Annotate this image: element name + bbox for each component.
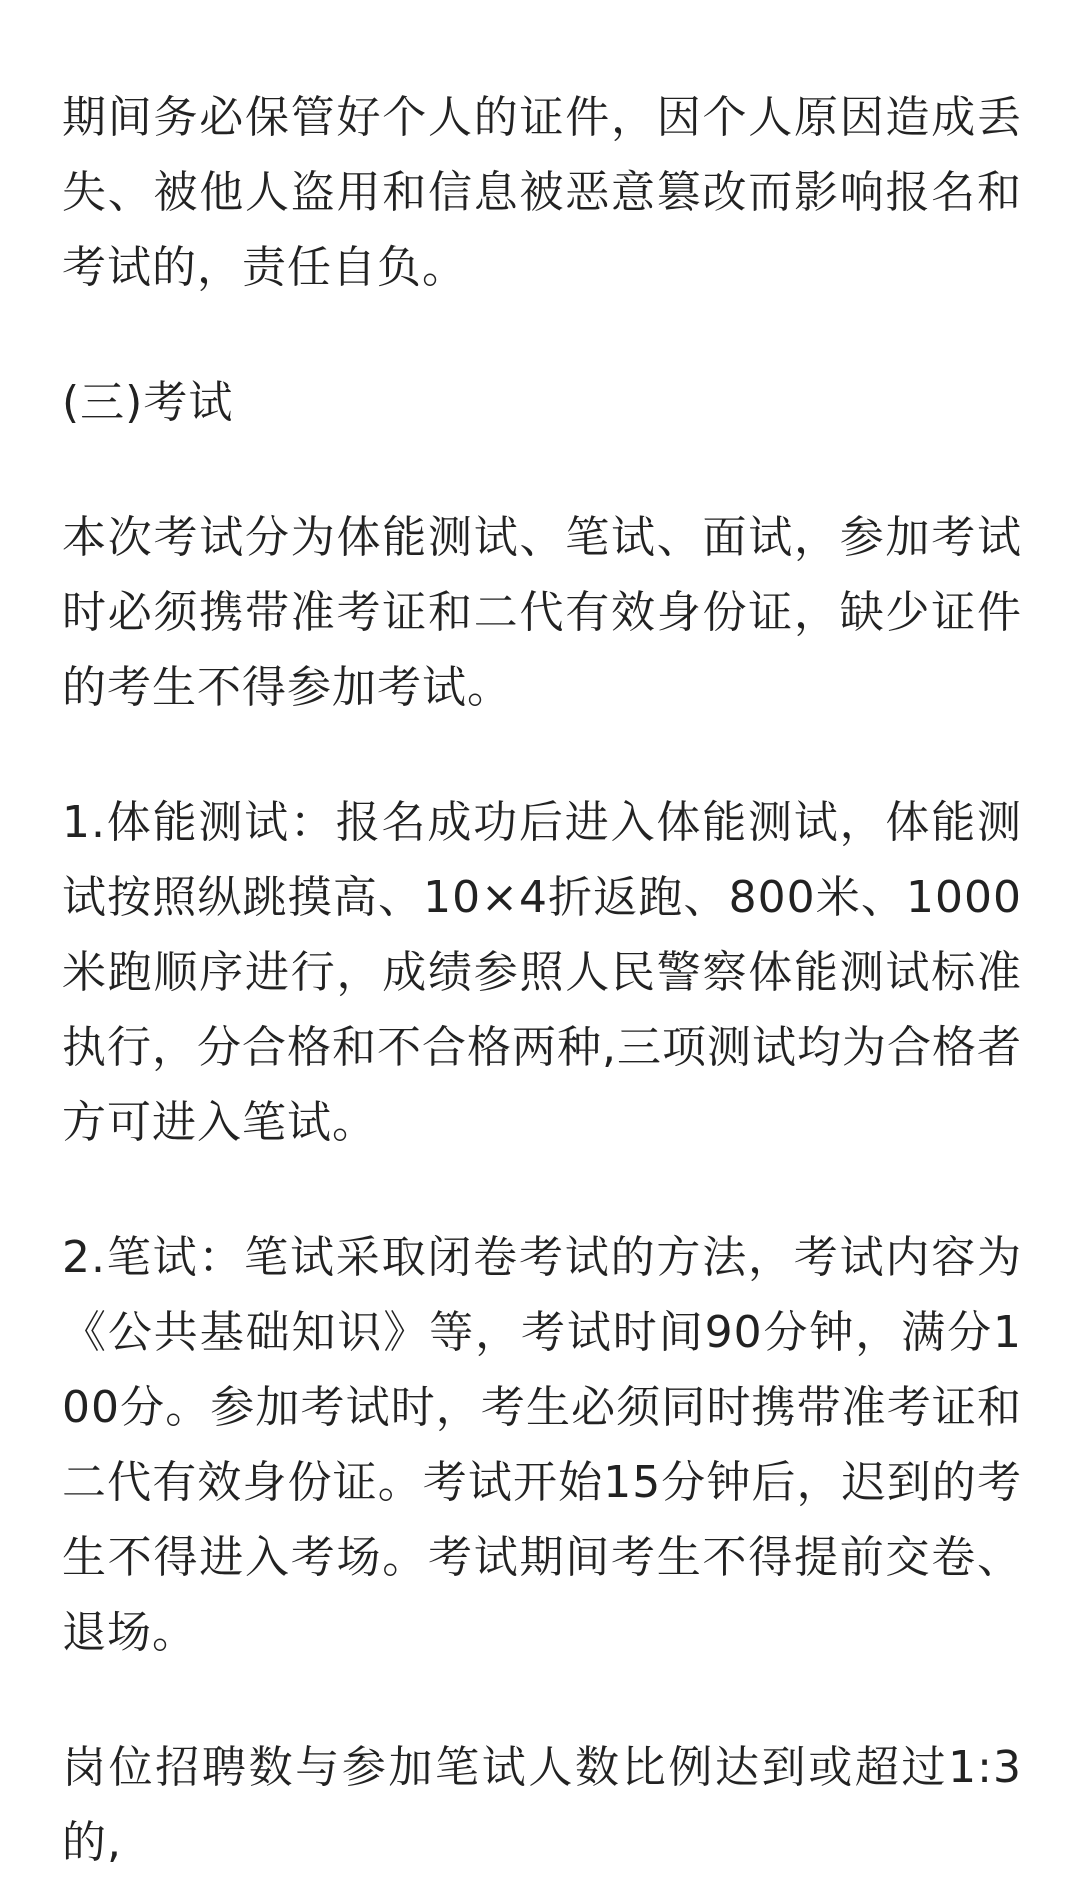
paragraph-exam-overview: 本次考试分为体能测试、笔试、面试，参加考试时必须携带准考证和二代有效身份证，缺少证件的考生不得参加考试。 [62, 512, 1022, 713]
article-body [62, 80, 1022, 1880]
section-heading-exam: (三)考试 [62, 377, 234, 428]
paragraph-written-test: 2.笔试：笔试采取闭卷考试的方法，考试内容为《公共基础知识》等，考试时间90分钟，满分100分。参加考试时，考生必须同时携带准考证和二代有效身份证。考试开始15分钟后，迟到的考生不得进入考场。考试期间考生不得提前交卷、退场。 [62, 1232, 1022, 1658]
paragraph-ratio-rule: 岗位招聘数与参加笔试人数比例达到或超过1:3的, [62, 1742, 1022, 1868]
paragraph-document-custody: 期间务必保管好个人的证件，因个人原因造成丢失、被他人盗用和信息被恶意篡改而影响报名和考试的，责任自负。 [62, 92, 1022, 293]
paragraph-physical-test: 1.体能测试：报名成功后进入体能测试，体能测试按照纵跳摸高、10×4折返跑、800米、1000米跑顺序进行，成绩参照人民警察体能测试标准执行，分合格和不合格两种,三项测试均为合格者方可进入笔试。 [62, 797, 1022, 1148]
